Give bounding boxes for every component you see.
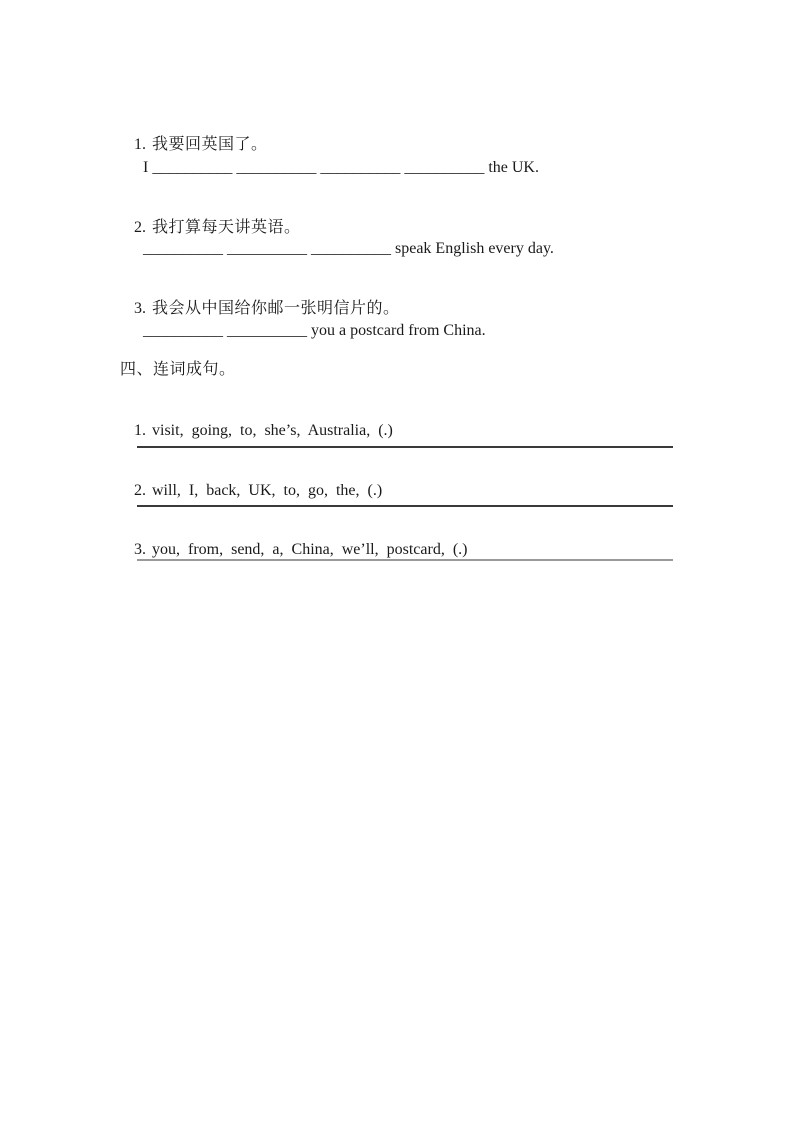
rearrange-item-3 xyxy=(118,521,467,578)
chinese-sentence: 我打算每天讲英语。 xyxy=(152,219,301,236)
section-four-title: 四、连词成句。 xyxy=(120,361,236,378)
translation-item-2-english-blanks: __________ __________ __________ speak English every day. xyxy=(143,240,554,257)
chinese-sentence: 我会从中国给你邮一张明信片的。 xyxy=(152,300,400,317)
rearrange-item-2 xyxy=(118,462,382,519)
item-number: 1. xyxy=(134,136,146,153)
chinese-sentence: 我要回英国了。 xyxy=(152,136,268,153)
item-number: 2. xyxy=(134,482,146,499)
item-number: 3. xyxy=(134,300,146,317)
answer-line-1 xyxy=(137,446,673,448)
answer-line-2 xyxy=(137,505,673,507)
word-list: will, I, back, UK, to, go, the, (.) xyxy=(152,482,383,499)
item-number: 2. xyxy=(134,219,146,236)
answer-line-3 xyxy=(137,559,673,561)
item-number: 3. xyxy=(134,541,146,558)
translation-item-3-english-blanks: __________ __________ you a postcard from China. xyxy=(143,322,486,339)
word-list: visit, going, to, she’s, Australia, (.) xyxy=(152,422,393,439)
rearrange-item-1 xyxy=(118,402,393,459)
translation-item-1-english-blanks: I __________ __________ __________ __________ the UK. xyxy=(143,159,539,176)
word-list: you, from, send, a, China, we’ll, postcard, (.) xyxy=(152,541,468,558)
item-number: 1. xyxy=(134,422,146,439)
